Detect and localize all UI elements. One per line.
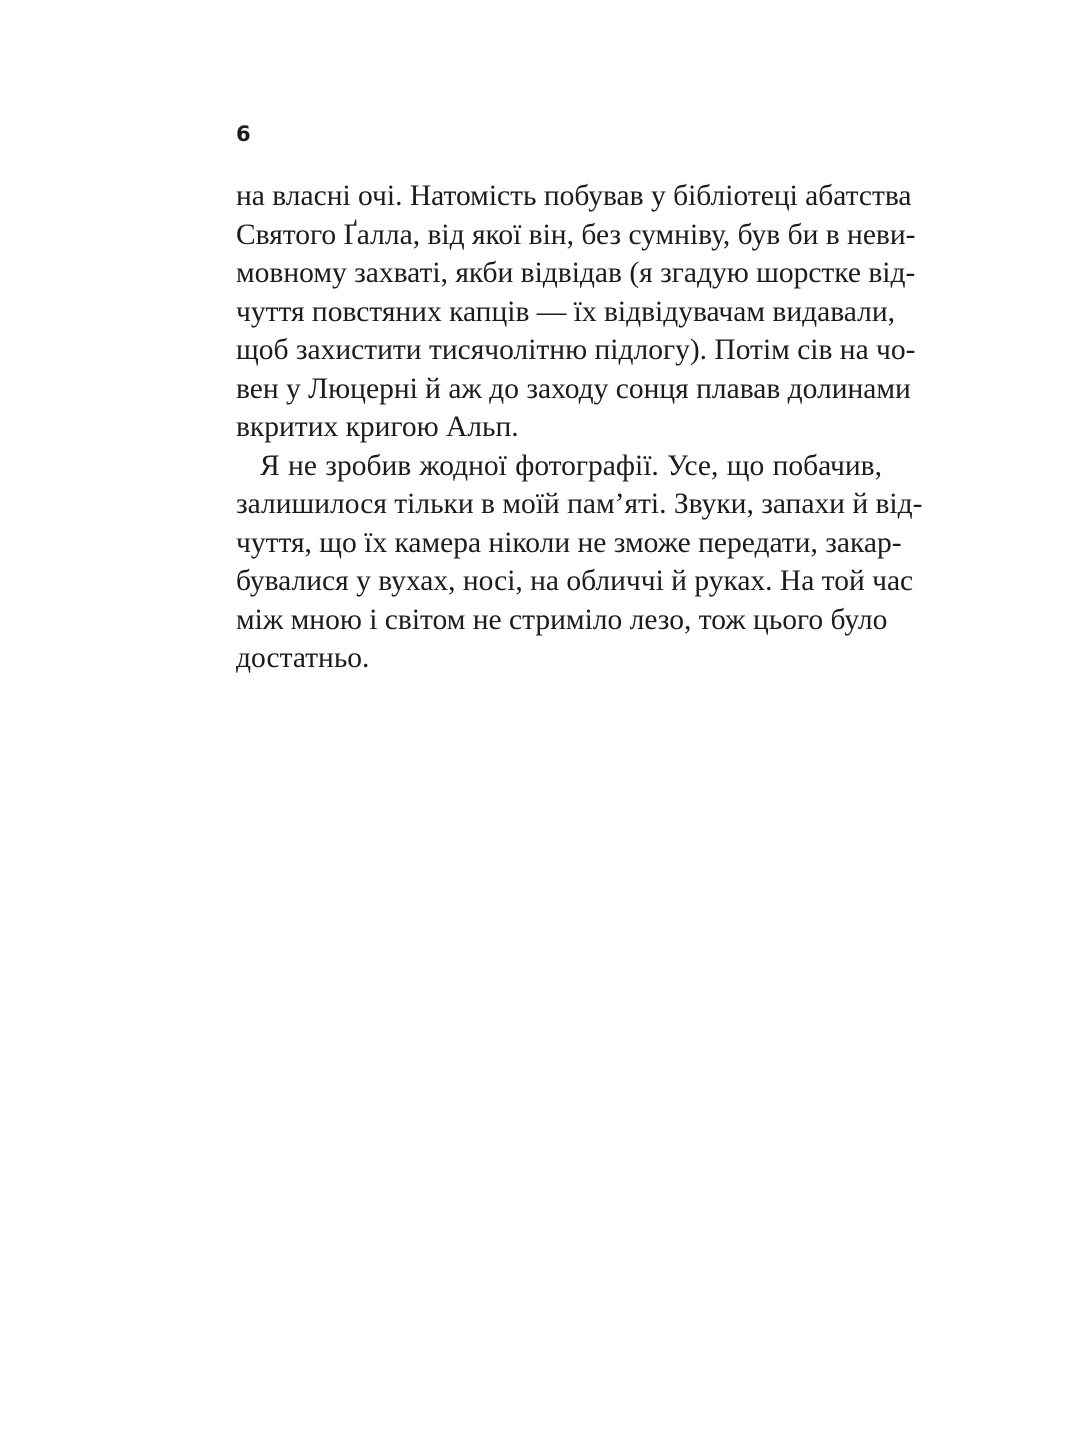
text-line: щоб захистити тисячолітню підлогу). Потім сів на чо- xyxy=(236,334,916,366)
body-text xyxy=(236,177,923,678)
paragraph-1 xyxy=(236,177,916,447)
text-line: вен у Люцерні й аж до заходу сонця плавав долинами xyxy=(236,372,911,405)
text-line: мовному захваті, якби відвідав (я згадую шорстке від- xyxy=(236,257,916,289)
text-line: Я не зробив жодної фотографії. Усе, що побачив, xyxy=(260,449,882,482)
text-line: залишилося тільки в моїй пам’яті. Звуки, запахи й від- xyxy=(236,488,923,520)
text-line: бувалися у вухах, носі, на обличчі й руках. На той час xyxy=(236,565,914,597)
page-number: 6 xyxy=(236,122,251,146)
text-line: чуття повстяних капців — їх відвідувачам видавали, xyxy=(236,295,895,328)
text-line: на власні очі. Натомість побував у бібліотеці абатства xyxy=(236,180,912,212)
text-line: достатньо. xyxy=(236,642,370,674)
text-line: Святого Ґалла, від якої він, без сумніву, був би в неви- xyxy=(236,218,916,251)
paragraph-2 xyxy=(236,447,923,678)
text-line: чуття, що їх камера ніколи не зможе передати, закар- xyxy=(236,526,902,559)
text-line: вкритих кригою Альп. xyxy=(236,411,519,443)
text-line: між мною і світом не стриміло лезо, тож цього було xyxy=(236,603,888,636)
